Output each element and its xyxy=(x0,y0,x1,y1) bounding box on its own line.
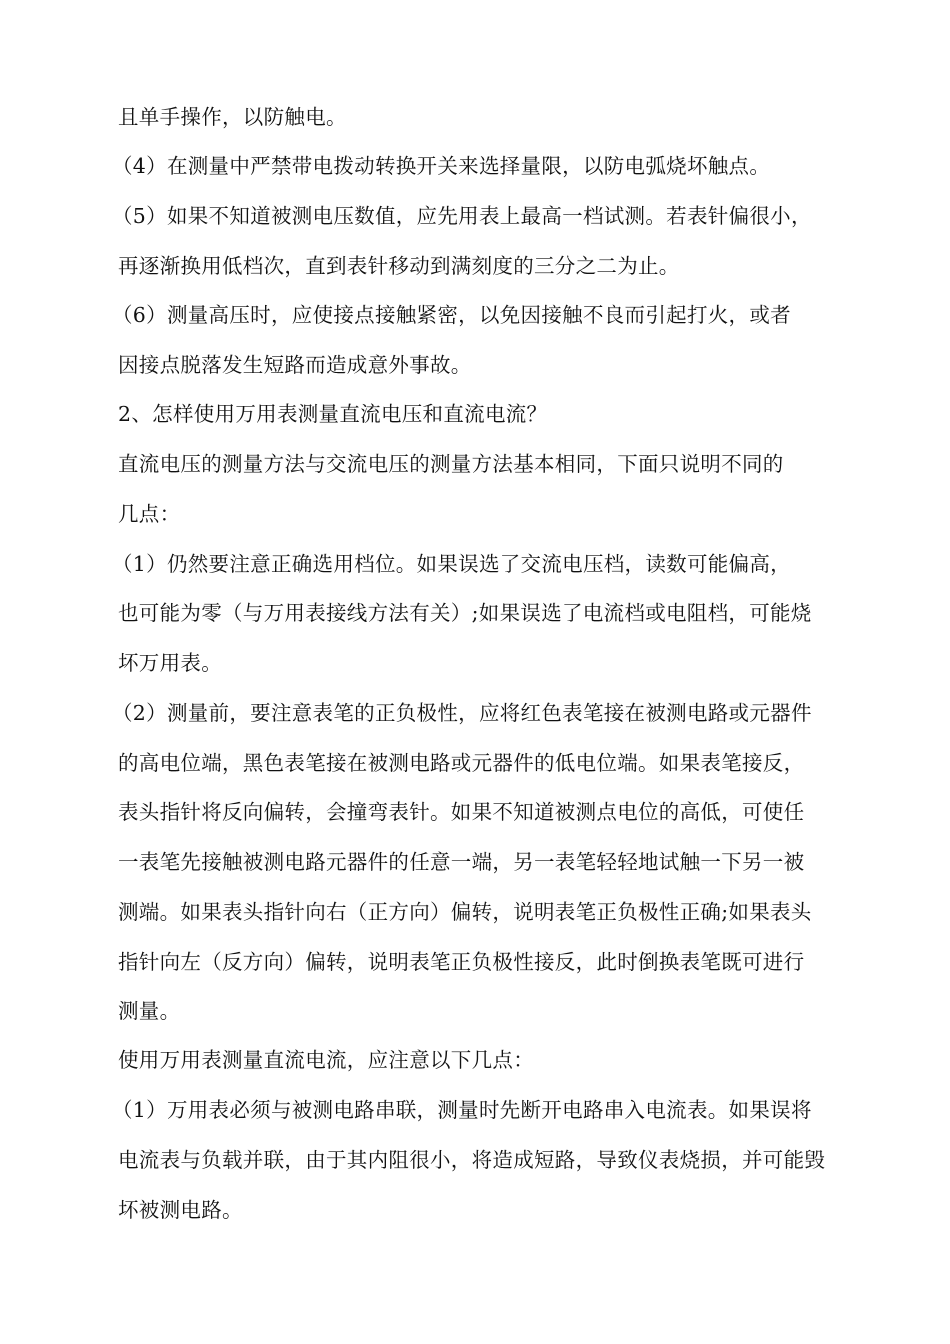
text-line: 测端。如果表头指针向右（正方向）偏转，说明表笔正负极性正确;如果表头 xyxy=(118,900,812,924)
text-line: 测量。 xyxy=(118,999,181,1023)
text-line: 坏被测电路。 xyxy=(118,1198,243,1222)
text-line: 几点： xyxy=(118,502,181,526)
text-line: 的高电位端，黑色表笔接在被测电路或元器件的低电位端。如果表笔接反， xyxy=(118,751,805,775)
text-line: （4）在测量中严禁带电拨动转换开关来选择量限，以防电弧烧坏触点。 xyxy=(112,154,771,178)
text-line: （5）如果不知道被测电压数值，应先用表上最高一档试测。若表针偏很小， xyxy=(112,204,812,228)
text-line: 使用万用表测量直流电流，应注意以下几点： xyxy=(118,1048,534,1072)
text-line: （1）万用表必须与被测电路串联，测量时先断开电路串入电流表。如果误将 xyxy=(112,1098,812,1122)
text-line: 一表笔先接触被测电路元器件的任意一端，另一表笔轻轻地试触一下另一被 xyxy=(118,850,805,874)
text-line: 再逐渐换用低档次，直到表针移动到满刻度的三分之二为止。 xyxy=(118,254,680,278)
text-line: 且单手操作，以防触电。 xyxy=(118,105,347,129)
text-line: （2）测量前，要注意表笔的正负极性，应将红色表笔接在被测电路或元器件 xyxy=(112,701,812,725)
text-line: 坏万用表。 xyxy=(118,651,222,675)
text-line: 电流表与负载并联，由于其内阻很小，将造成短路，导致仪表烧损，并可能毁 xyxy=(118,1148,826,1172)
text-line: 表头指针将反向偏转，会撞弯表针。如果不知道被测点电位的高低，可使任 xyxy=(118,800,805,824)
section-heading: 2、怎样使用万用表测量直流电压和直流电流？ xyxy=(118,402,548,426)
text-line: 直流电压的测量方法与交流电压的测量方法基本相同，下面只说明不同的 xyxy=(118,452,784,476)
text-line: （6）测量高压时，应使接点接触紧密，以免因接触不良而引起打火，或者 xyxy=(112,303,791,327)
text-line: 也可能为零（与万用表接线方法有关）;如果误选了电流档或电阻档，可能烧 xyxy=(118,601,812,625)
text-line: （1）仍然要注意正确选用档位。如果误选了交流电压档，读数可能偏高， xyxy=(112,552,791,576)
text-line: 指针向左（反方向）偏转，说明表笔正负极性接反，此时倒换表笔既可进行 xyxy=(118,950,805,974)
text-line: 因接点脱落发生短路而造成意外事故。 xyxy=(118,353,472,377)
